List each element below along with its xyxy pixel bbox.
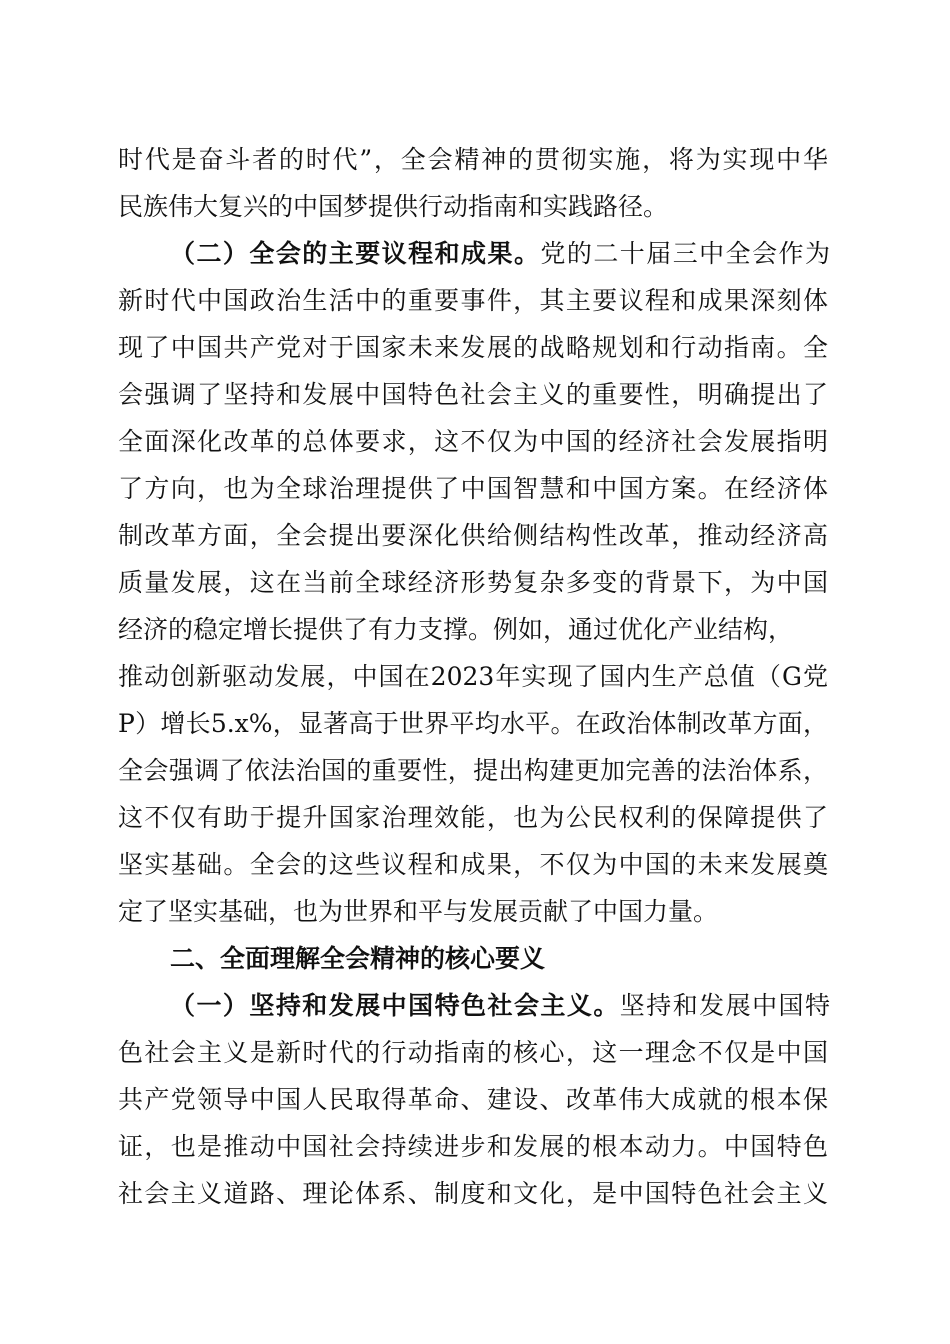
paragraph-line: P）增长5.x%，显著高于世界平均水平。在政治体制改革方面，: [118, 709, 828, 738]
paragraph-line: 时代是奋斗者的时代”，全会精神的贯彻实施，将为实现中华: [118, 145, 828, 174]
paragraph-text: 坚持和发展中国特: [619, 991, 830, 1020]
paragraph-line: 全会强调了依法治国的重要性，提出构建更加完善的法治体系，: [118, 756, 828, 785]
paragraph-line: 制改革方面，全会提出要深化供给侧结构性改革，推动经济高: [118, 521, 828, 550]
paragraph-line: 定了坚实基础，也为世界和平与发展贡献了中国力量。: [118, 897, 719, 926]
paragraph-line: 民族伟大复兴的中国梦提供行动指南和实践路径。: [118, 192, 669, 221]
paragraph-text: 党的二十届三中全会作为: [540, 239, 830, 268]
paragraph-line: 质量发展，这在当前全球经济形势复杂多变的背景下，为中国: [118, 568, 828, 597]
section-heading: 二、全面理解全会精神的核心要义: [170, 944, 546, 973]
paragraph-line: 新时代中国政治生活中的重要事件，其主要议程和成果深刻体: [118, 286, 828, 315]
section-lead-line: [170, 235, 830, 273]
paragraph-line: 共产党领导中国人民取得革命、建设、改革伟大成就的根本保: [118, 1085, 828, 1114]
paragraph-line: 色社会主义是新时代的行动指南的核心，这一理念不仅是中国: [118, 1038, 828, 1067]
paragraph-line: 现了中国共产党对于国家未来发展的战略规划和行动指南。全: [118, 333, 828, 362]
paragraph-line: 证，也是推动中国社会持续进步和发展的根本动力。中国特色: [118, 1132, 828, 1161]
section-lead: （二）全会的主要议程和成果。: [170, 239, 541, 268]
paragraph-line: 这不仅有助于提升国家治理效能，也为公民权利的保障提供了: [118, 803, 828, 832]
section-lead-line: [170, 987, 830, 1025]
paragraph-line: 经济的稳定增长提供了有力支撑。例如，通过优化产业结构，: [118, 615, 794, 644]
paragraph-line: 了方向，也为全球治理提供了中国智慧和中国方案。在经济体: [118, 474, 828, 503]
paragraph-line: 会强调了坚持和发展中国特色社会主义的重要性，明确提出了: [118, 380, 828, 409]
paragraph-line: 坚实基础。全会的这些议程和成果，不仅为中国的未来发展奠: [118, 850, 828, 879]
paragraph-line: 全面深化改革的总体要求，这不仅为中国的经济社会发展指明: [118, 427, 828, 456]
section-lead: （一）坚持和发展中国特色社会主义。: [170, 991, 620, 1020]
paragraph-line: 社会主义道路、理论体系、制度和文化，是中国特色社会主义: [118, 1179, 828, 1208]
paragraph-line: 推动创新驱动发展，中国在2023年实现了国内生产总值（G党: [118, 662, 828, 691]
